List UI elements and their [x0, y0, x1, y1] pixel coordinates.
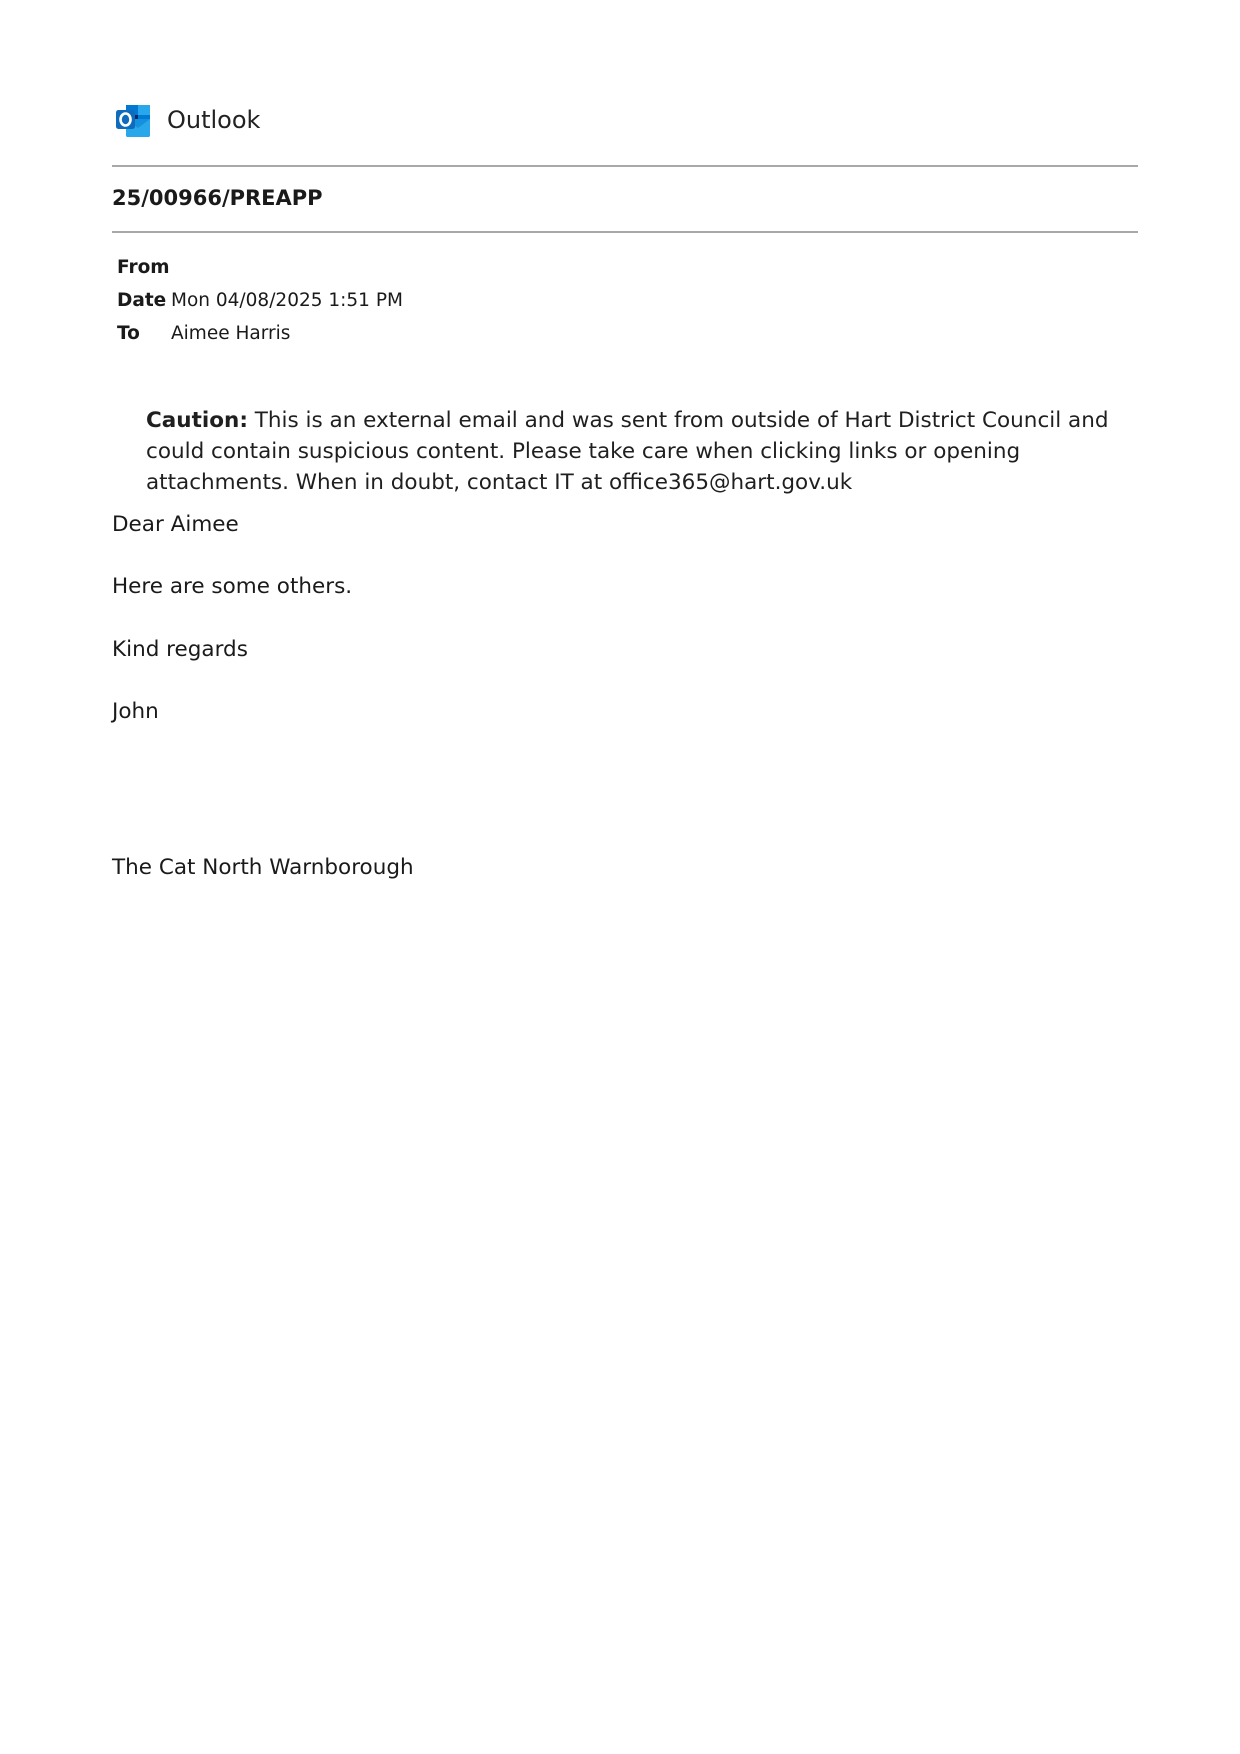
email-signature-location: The Cat North Warnborough [112, 855, 414, 880]
from-row [117, 251, 403, 284]
email-greeting: Dear Aimee [112, 512, 239, 537]
date-value: Mon 04/08/2025 1:51 PM [171, 290, 403, 311]
from-label: From [117, 257, 170, 278]
to-row [117, 317, 403, 350]
email-meta [117, 251, 403, 350]
date-row [117, 284, 403, 317]
caution-label: Caution: [146, 408, 248, 433]
email-closing: Kind regards [112, 637, 248, 662]
to-value: Aimee Harris [171, 323, 291, 344]
email-signature: John [112, 699, 159, 724]
to-label: To [117, 323, 140, 344]
caution-text: This is an external email and was sent from outside of Hart District Council and could contain suspicious content. Please take care when clicking links or opening attachments. When in doubt, contact IT at office365@hart.gov.uk [146, 408, 1109, 495]
app-header [114, 100, 260, 140]
email-subject: 25/00966/PREAPP [112, 186, 323, 210]
date-label: Date [117, 290, 167, 311]
app-name: Outlook [167, 106, 261, 134]
external-email-caution [146, 405, 1146, 498]
outlook-icon [114, 101, 152, 139]
subject-divider [112, 231, 1138, 233]
email-body-line: Here are some others. [112, 574, 353, 599]
header-divider [112, 165, 1138, 167]
